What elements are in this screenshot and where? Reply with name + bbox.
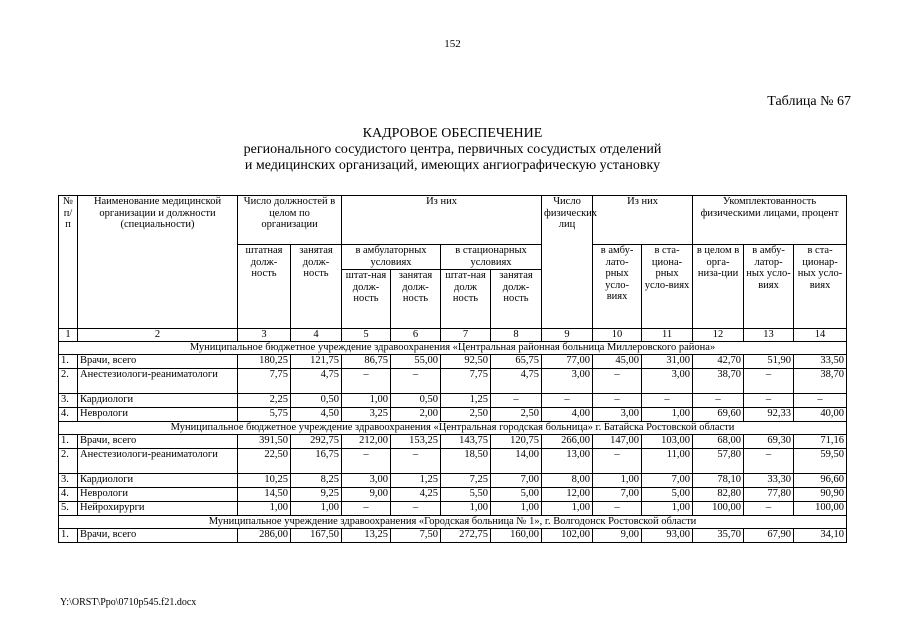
table-cell: 153,25 bbox=[391, 434, 441, 448]
table-cell: 7,25 bbox=[441, 473, 491, 487]
title-line-3: и медицинских организаций, имеющих ангиографическую установку bbox=[244, 158, 661, 173]
table-cell: 4,25 bbox=[391, 487, 441, 501]
row-number: 3. bbox=[59, 393, 78, 407]
column-number: 14 bbox=[794, 329, 847, 342]
table-cell: – bbox=[593, 393, 642, 407]
table-cell: 7,00 bbox=[593, 487, 642, 501]
row-number: 1. bbox=[59, 528, 78, 542]
table-cell: 42,70 bbox=[693, 354, 744, 368]
table-body bbox=[59, 329, 847, 543]
table-cell: 57,80 bbox=[693, 448, 744, 473]
table-cell: 2,50 bbox=[441, 407, 491, 421]
table-cell: – bbox=[342, 501, 391, 515]
row-number: 2. bbox=[59, 368, 78, 393]
table-cell: – bbox=[642, 393, 693, 407]
table-cell: 92,50 bbox=[441, 354, 491, 368]
column-number: 13 bbox=[744, 329, 794, 342]
header-persons-inp: в ста-циона-рных усло-виях bbox=[642, 245, 693, 329]
table-cell: 7,00 bbox=[642, 473, 693, 487]
table-cell: 100,00 bbox=[794, 501, 847, 515]
table-cell: 10,25 bbox=[238, 473, 291, 487]
table-cell: 1,00 bbox=[542, 501, 593, 515]
row-number: 3. bbox=[59, 473, 78, 487]
table-cell: – bbox=[593, 501, 642, 515]
row-number: 1. bbox=[59, 434, 78, 448]
table-cell: 55,00 bbox=[391, 354, 441, 368]
header-inp-staff: штат-ная долж ность bbox=[441, 270, 491, 329]
table-cell: 120,75 bbox=[491, 434, 542, 448]
table-cell: 45,00 bbox=[593, 354, 642, 368]
table-cell: 68,00 bbox=[693, 434, 744, 448]
table-cell: 9,25 bbox=[291, 487, 342, 501]
column-number: 9 bbox=[542, 329, 593, 342]
header-ambulatory: в амбулаторных условиях bbox=[342, 245, 441, 270]
table-cell: 103,00 bbox=[642, 434, 693, 448]
organization-row bbox=[59, 421, 847, 434]
table-row bbox=[59, 473, 847, 487]
column-number: 7 bbox=[441, 329, 491, 342]
organization-name: Муниципальное бюджетное учреждение здравоохранения «Центральная городская больница» г. Батайска Ростовской области bbox=[59, 421, 847, 434]
header-name: Наименование медицинской организации и должности (специальности) bbox=[78, 196, 238, 329]
organization-row bbox=[59, 515, 847, 528]
header-staffing-inp: в ста-ционар-ных усло-виях bbox=[794, 245, 847, 329]
table-cell: 12,00 bbox=[542, 487, 593, 501]
title-line-1: КАДРОВОЕ ОБЕСПЕЧЕНИЕ bbox=[362, 126, 543, 141]
table-cell: 4,75 bbox=[291, 368, 342, 393]
header-persons: Число физических лиц bbox=[542, 196, 593, 329]
table-cell: 90,90 bbox=[794, 487, 847, 501]
table-row bbox=[59, 368, 847, 393]
table-cell: 69,30 bbox=[744, 434, 794, 448]
position-name: Неврологи bbox=[78, 407, 238, 421]
table-row bbox=[59, 501, 847, 515]
table-cell: 0,50 bbox=[291, 393, 342, 407]
header-staffing-total: в целом в орга-низа-ции bbox=[693, 245, 744, 329]
table-cell: – bbox=[593, 448, 642, 473]
column-number: 8 bbox=[491, 329, 542, 342]
table-cell: 93,00 bbox=[642, 528, 693, 542]
header-of-them-2: Из них bbox=[593, 196, 693, 245]
position-name: Кардиологи bbox=[78, 393, 238, 407]
column-number: 12 bbox=[693, 329, 744, 342]
table-cell: – bbox=[744, 501, 794, 515]
position-name: Анестезиологи-реаниматологи bbox=[78, 448, 238, 473]
table-cell: 65,75 bbox=[491, 354, 542, 368]
column-number: 3 bbox=[238, 329, 291, 342]
table-cell: 8,00 bbox=[542, 473, 593, 487]
table-cell: 33,30 bbox=[744, 473, 794, 487]
table-cell: – bbox=[391, 448, 441, 473]
header-amb-occupied: занятая долж-ность bbox=[391, 270, 441, 329]
table-cell: 292,75 bbox=[291, 434, 342, 448]
table-cell: 100,00 bbox=[693, 501, 744, 515]
column-number-row bbox=[59, 329, 847, 342]
table-cell: 1,00 bbox=[291, 501, 342, 515]
table-cell: 18,50 bbox=[441, 448, 491, 473]
table-cell: – bbox=[542, 393, 593, 407]
table-cell: 5,75 bbox=[238, 407, 291, 421]
organization-name: Муниципальное учреждение здравоохранения «Городская больница № 1», г. Волгодонск Ростовской области bbox=[59, 515, 847, 528]
row-number: 4. bbox=[59, 407, 78, 421]
column-number: 6 bbox=[391, 329, 441, 342]
table-cell: 78,10 bbox=[693, 473, 744, 487]
table-cell: 77,80 bbox=[744, 487, 794, 501]
document-title bbox=[0, 126, 905, 174]
table-row bbox=[59, 434, 847, 448]
table-cell: 1,00 bbox=[238, 501, 291, 515]
table-cell: 7,00 bbox=[491, 473, 542, 487]
table-cell: 391,50 bbox=[238, 434, 291, 448]
table-cell: 2,50 bbox=[491, 407, 542, 421]
position-name: Неврологи bbox=[78, 487, 238, 501]
column-number: 2 bbox=[78, 329, 238, 342]
table-cell: 59,50 bbox=[794, 448, 847, 473]
table-cell: 160,00 bbox=[491, 528, 542, 542]
table-cell: 7,75 bbox=[441, 368, 491, 393]
column-number: 1 bbox=[59, 329, 78, 342]
table-cell: 4,00 bbox=[542, 407, 593, 421]
table-row bbox=[59, 448, 847, 473]
position-name: Врачи, всего bbox=[78, 434, 238, 448]
table-cell: 272,75 bbox=[441, 528, 491, 542]
table-cell: 38,70 bbox=[693, 368, 744, 393]
table-cell: 16,75 bbox=[291, 448, 342, 473]
organization-row bbox=[59, 341, 847, 354]
table-cell: 5,50 bbox=[441, 487, 491, 501]
header-occupied: занятая долж-ность bbox=[291, 245, 342, 329]
table-cell: – bbox=[342, 448, 391, 473]
position-name: Нейрохирурги bbox=[78, 501, 238, 515]
table-cell: 212,00 bbox=[342, 434, 391, 448]
table-cell: 0,50 bbox=[391, 393, 441, 407]
table-cell: 3,00 bbox=[593, 407, 642, 421]
table-cell: 31,00 bbox=[642, 354, 693, 368]
row-number: 2. bbox=[59, 448, 78, 473]
footer-file-path: Y:\ORST\Ppo\0710p545.f21.docx bbox=[60, 597, 197, 608]
table-cell: 22,50 bbox=[238, 448, 291, 473]
table-cell: 1,25 bbox=[391, 473, 441, 487]
table-cell: 3,00 bbox=[542, 368, 593, 393]
table-cell: – bbox=[391, 501, 441, 515]
table-cell: 147,00 bbox=[593, 434, 642, 448]
header-amb-staff: штат-ная долж-ность bbox=[342, 270, 391, 329]
table-cell: 1,00 bbox=[491, 501, 542, 515]
table-cell: 7,50 bbox=[391, 528, 441, 542]
table-cell: 5,00 bbox=[491, 487, 542, 501]
table-cell: 33,50 bbox=[794, 354, 847, 368]
table-cell: 102,00 bbox=[542, 528, 593, 542]
table-cell: 1,00 bbox=[593, 473, 642, 487]
table-cell: 34,10 bbox=[794, 528, 847, 542]
table-row bbox=[59, 393, 847, 407]
row-number: 1. bbox=[59, 354, 78, 368]
table-cell: 51,90 bbox=[744, 354, 794, 368]
table-cell: 38,70 bbox=[794, 368, 847, 393]
organization-name: Муниципальное бюджетное учреждение здравоохранения «Центральная районная больница Миллеровского района» bbox=[59, 341, 847, 354]
column-number: 4 bbox=[291, 329, 342, 342]
table-cell: 1,00 bbox=[642, 501, 693, 515]
header-staffing-amb: в амбу-латор-ных усло-виях bbox=[744, 245, 794, 329]
header-staffing: Укомплектованность физическими лицами, процент bbox=[693, 196, 847, 245]
header-staff: штатная долж-ность bbox=[238, 245, 291, 329]
table-cell: 5,00 bbox=[642, 487, 693, 501]
table-cell: 4,50 bbox=[291, 407, 342, 421]
table-cell: 67,90 bbox=[744, 528, 794, 542]
table-row bbox=[59, 354, 847, 368]
staffing-table bbox=[58, 195, 847, 543]
table-cell: 167,50 bbox=[291, 528, 342, 542]
table-cell: 69,60 bbox=[693, 407, 744, 421]
table-cell: 2,25 bbox=[238, 393, 291, 407]
table-cell: – bbox=[391, 368, 441, 393]
table-cell: 4,75 bbox=[491, 368, 542, 393]
table-cell: 13,00 bbox=[542, 448, 593, 473]
table-cell: 1,00 bbox=[342, 393, 391, 407]
header-positions: Число должностей в целом по организации bbox=[238, 196, 342, 245]
table-cell: 1,00 bbox=[441, 501, 491, 515]
position-name: Кардиологи bbox=[78, 473, 238, 487]
table-cell: 92,33 bbox=[744, 407, 794, 421]
table-cell: 3,25 bbox=[342, 407, 391, 421]
page-number: 152 bbox=[444, 38, 461, 50]
table-cell: 286,00 bbox=[238, 528, 291, 542]
position-name: Анестезиологи-реаниматологи bbox=[78, 368, 238, 393]
table-cell: – bbox=[744, 393, 794, 407]
table-cell: 14,00 bbox=[491, 448, 542, 473]
table-row bbox=[59, 407, 847, 421]
table-cell: 14,50 bbox=[238, 487, 291, 501]
table-cell: 8,25 bbox=[291, 473, 342, 487]
title-line-2: регионального сосудистого центра, первичных сосудистых отделений bbox=[243, 142, 662, 157]
row-number: 4. bbox=[59, 487, 78, 501]
table-cell: – bbox=[744, 368, 794, 393]
table-cell: 1,00 bbox=[642, 407, 693, 421]
table-cell: 86,75 bbox=[342, 354, 391, 368]
table-cell: 2,00 bbox=[391, 407, 441, 421]
row-number: 5. bbox=[59, 501, 78, 515]
table-label: Таблица № 67 bbox=[767, 94, 851, 109]
column-number: 5 bbox=[342, 329, 391, 342]
table-cell: 13,25 bbox=[342, 528, 391, 542]
table-cell: 3,00 bbox=[342, 473, 391, 487]
table-cell: 266,00 bbox=[542, 434, 593, 448]
table-cell: – bbox=[794, 393, 847, 407]
header-of-them: Из них bbox=[342, 196, 542, 245]
table-cell: 71,16 bbox=[794, 434, 847, 448]
table-cell: – bbox=[491, 393, 542, 407]
header-inpatient: в стационарных условиях bbox=[441, 245, 542, 270]
header-inp-occupied: занятая долж-ность bbox=[491, 270, 542, 329]
header-persons-amb: в амбу-лато-рных усло-виях bbox=[593, 245, 642, 329]
table-cell: 3,00 bbox=[642, 368, 693, 393]
table-cell: 82,80 bbox=[693, 487, 744, 501]
table-cell: 40,00 bbox=[794, 407, 847, 421]
position-name: Врачи, всего bbox=[78, 354, 238, 368]
table-cell: 143,75 bbox=[441, 434, 491, 448]
column-number: 10 bbox=[593, 329, 642, 342]
table-cell: – bbox=[693, 393, 744, 407]
table-cell: – bbox=[744, 448, 794, 473]
table-cell: 9,00 bbox=[593, 528, 642, 542]
table-cell: 11,00 bbox=[642, 448, 693, 473]
table-cell: 9,00 bbox=[342, 487, 391, 501]
column-number: 11 bbox=[642, 329, 693, 342]
table-row bbox=[59, 487, 847, 501]
table-cell: 1,25 bbox=[441, 393, 491, 407]
table-cell: 121,75 bbox=[291, 354, 342, 368]
table-cell: 7,75 bbox=[238, 368, 291, 393]
table-row bbox=[59, 528, 847, 542]
table-cell: 180,25 bbox=[238, 354, 291, 368]
table-cell: 96,60 bbox=[794, 473, 847, 487]
position-name: Врачи, всего bbox=[78, 528, 238, 542]
table-cell: 77,00 bbox=[542, 354, 593, 368]
header-num: № п/п bbox=[59, 196, 78, 329]
table-cell: – bbox=[342, 368, 391, 393]
table-cell: – bbox=[593, 368, 642, 393]
table-cell: 35,70 bbox=[693, 528, 744, 542]
